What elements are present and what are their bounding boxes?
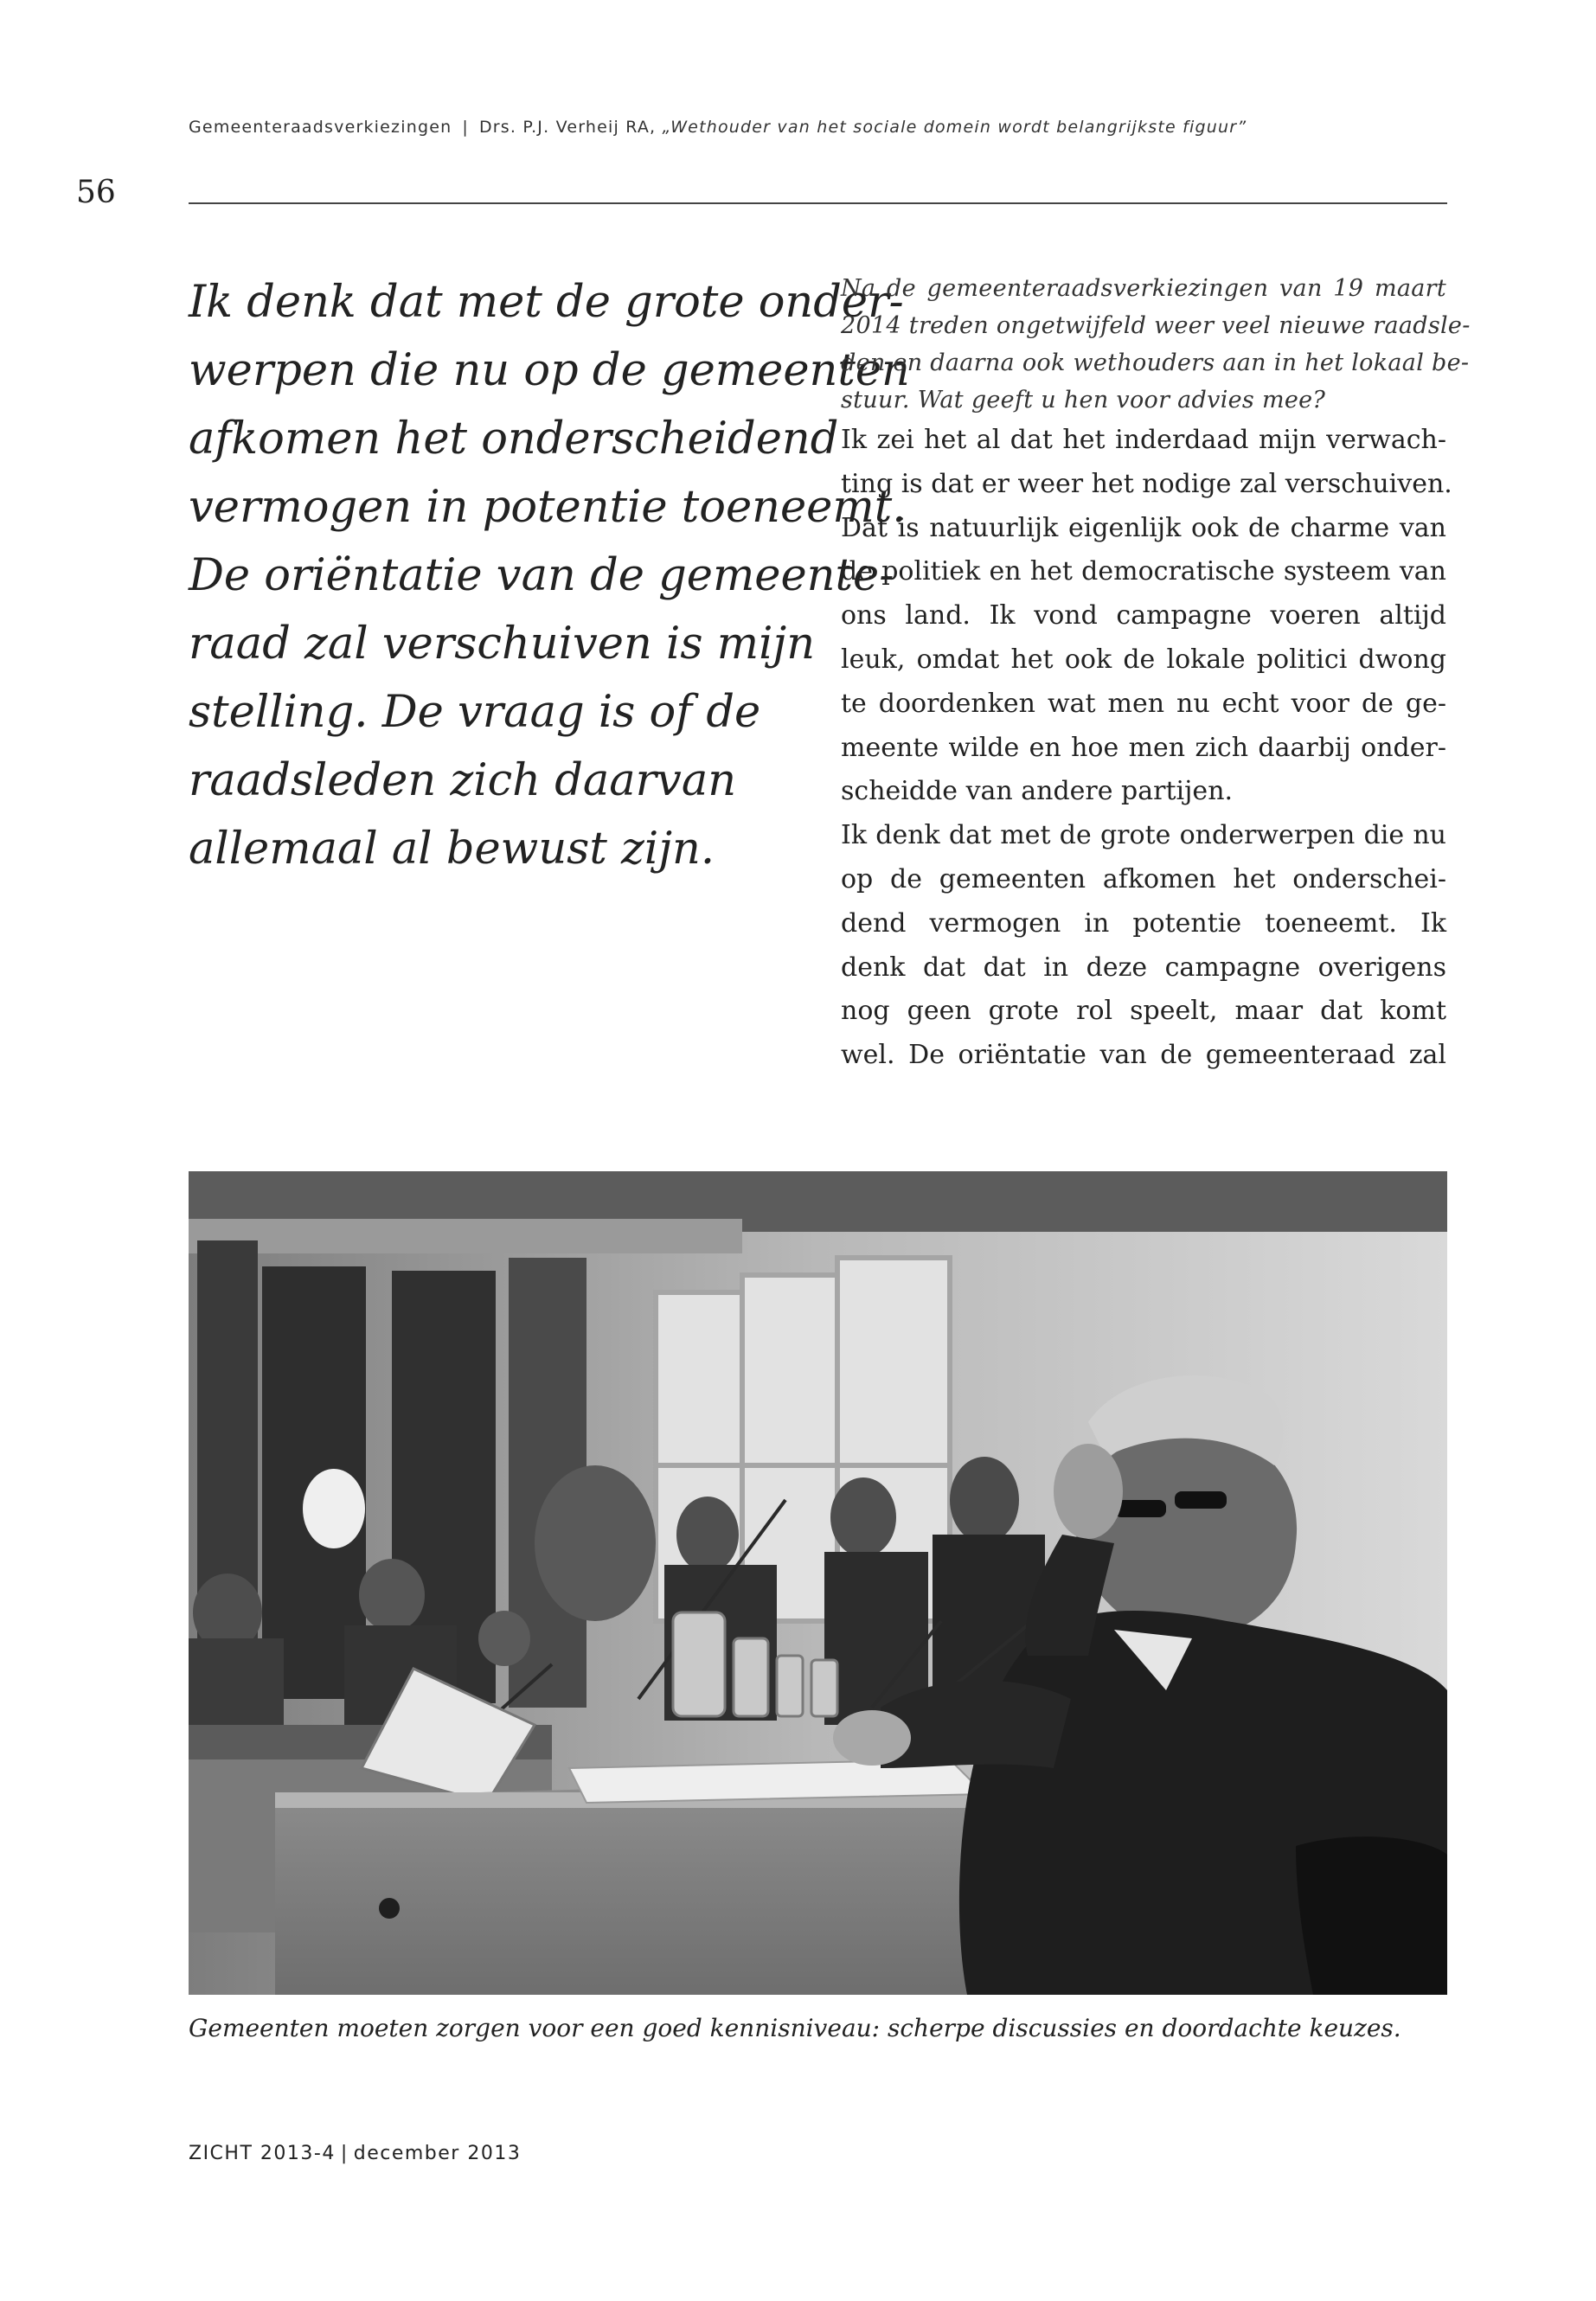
- running-head-article-title: „Wethouder van het sociale domein wordt belangrijkste figuur”: [662, 118, 1247, 137]
- footer-publication: ZICHT 2013-4: [189, 2143, 336, 2164]
- answer-line: Dat is natuurlijk eigenlijk ook de charme van: [841, 512, 1446, 543]
- answer-line: nog geen grote rol speelt, maar dat komt: [841, 996, 1446, 1027]
- answer-line: te doordenken wat men nu echt voor de ge-: [841, 688, 1446, 719]
- pull-quote-line: De oriëntatie van de gemeente-: [189, 550, 894, 601]
- running-head: [189, 118, 1452, 137]
- pull-quote-line: allemaal al bewust zijn.: [189, 824, 715, 875]
- question-line: stuur. Wat geeft u hen voor advies mee?: [841, 387, 1326, 413]
- header-rule: [189, 202, 1447, 204]
- interview-question: [841, 270, 1471, 419]
- footer: [189, 2143, 521, 2164]
- footer-date: december 2013: [353, 2143, 522, 2164]
- pull-quote-line: raadsleden zich daarvan: [189, 755, 737, 806]
- question-line: den en daarna ook wethouders aan in het lokaal be-: [841, 349, 1470, 376]
- answer-line: op de gemeenten afkomen het onderschei-: [841, 863, 1446, 894]
- answer-line: dend vermogen in potentie toeneemt. Ik: [841, 907, 1446, 939]
- answer-line: ting is dat er weer het nodige zal verschuiven.: [841, 468, 1452, 499]
- answer-line: scheidde van andere partijen.: [841, 776, 1234, 807]
- answer-line: wel. De oriëntatie van de gemeenteraad zal: [841, 1040, 1446, 1071]
- answer-line: Ik denk dat met de grote onderwerpen die nu: [841, 820, 1446, 851]
- running-head-author: Drs. P.J. Verheij RA,: [478, 118, 657, 137]
- pull-quote-line: afkomen het onderscheidend: [189, 413, 839, 465]
- photo-caption: Gemeenten moeten zorgen voor een goed kennisniveau: scherpe discussies en doordachte keuzes.: [189, 2014, 1401, 2042]
- pull-quote-line: raad zal verschuiven is mijn: [189, 619, 816, 670]
- council-meeting-photo: [189, 1171, 1447, 1995]
- pull-quote-line: stelling. De vraag is of de: [189, 687, 761, 738]
- answer-paragraph-2: [841, 814, 1446, 1078]
- question-line: 2014 treden ongetwijfeld weer veel nieuwe raadsle-: [841, 312, 1471, 339]
- answer-line: meente wilde en hoe men zich daarbij onder-: [841, 732, 1446, 763]
- page-number: 56: [76, 175, 116, 210]
- answer-line: leuk, omdat het ook de lokale politici dwong: [841, 644, 1446, 675]
- pull-quote: [189, 268, 910, 883]
- answer-paragraph-1: [841, 419, 1452, 814]
- answer-line: Ik zei het al dat het inderdaad mijn verwach-: [841, 425, 1446, 455]
- body-column: [841, 270, 1471, 1078]
- answer-line: ons land. Ik vond campagne voeren altijd: [841, 600, 1446, 631]
- pull-quote-line: werpen die nu op de gemeenten: [189, 345, 910, 396]
- pull-quote-line: Ik denk dat met de grote onder-: [189, 277, 904, 328]
- footer-separator: |: [340, 2143, 349, 2164]
- running-head-section: Gemeenteraadsverkiezingen: [189, 118, 452, 137]
- answer-line: denk dat dat in deze campagne overigens: [841, 952, 1446, 983]
- running-head-separator: |: [462, 118, 469, 137]
- question-line: Na de gemeenteraadsverkiezingen van 19 maart: [841, 275, 1446, 302]
- pull-quote-line: vermogen in potentie toeneemt.: [189, 482, 907, 533]
- answer-line: de politiek en het democratische systeem van: [841, 556, 1446, 587]
